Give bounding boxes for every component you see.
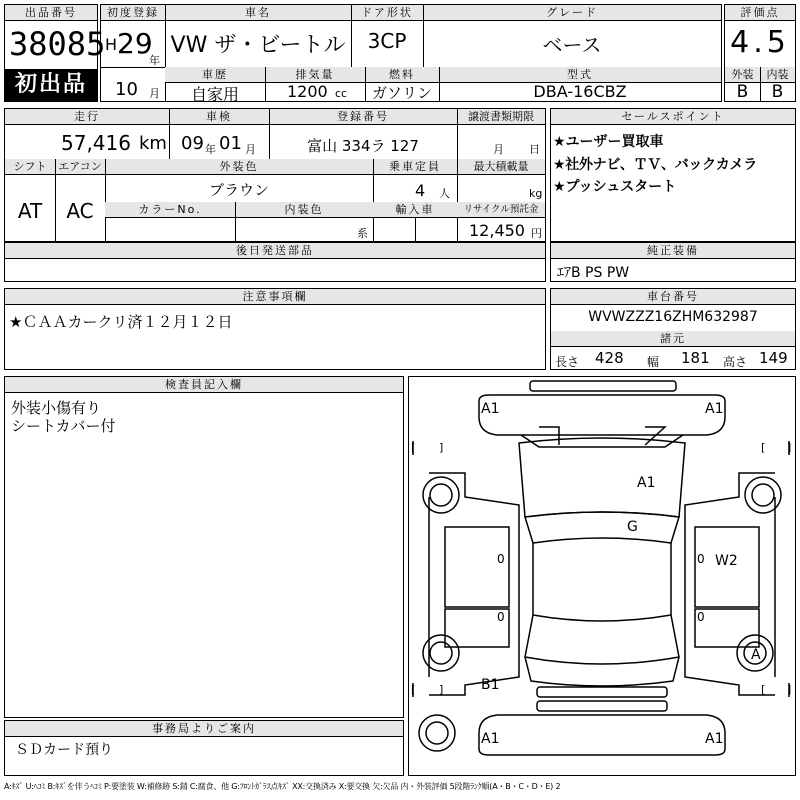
first-reg-month: 10 — [115, 79, 138, 100]
recycle-unit: 円 — [531, 227, 542, 240]
recycle-label: リサイクル預託金 — [457, 202, 545, 218]
mark-left-door: 0 — [497, 552, 505, 566]
vin-value: WVWZZZ16ZHM632987 — [588, 309, 758, 325]
first-reg-year-unit: 年 — [149, 54, 160, 67]
max-load-label: 最大積載量 — [457, 159, 545, 175]
sales-points-box — [550, 108, 796, 242]
notes-box — [4, 288, 546, 370]
svg-text:]: ] — [439, 441, 444, 454]
lot-label: 出品番号 — [5, 5, 97, 21]
inspection-month-unit: 月 — [245, 143, 256, 156]
office-value: ＳＤカード預り — [15, 742, 113, 758]
first-listing-badge: 初出品 — [5, 69, 97, 101]
inspection-month: 01 — [219, 133, 242, 154]
mark-right-front-door: 0 — [697, 552, 705, 566]
score-int-label: 内装 — [760, 67, 795, 83]
mark-right-wheel: A — [751, 647, 761, 663]
door-label: ドア形状 — [351, 5, 423, 21]
damage-diagram — [408, 376, 796, 776]
grade-value: ベース — [542, 33, 602, 57]
lot-number: 38085 — [9, 25, 106, 63]
recycle-value: 12,450 — [469, 221, 525, 240]
score-label: 評価点 — [725, 5, 795, 21]
score-ext: B — [736, 82, 749, 102]
dims-width: 181 — [681, 349, 710, 367]
svg-text:[: [ — [411, 683, 416, 696]
svg-text:]: ] — [787, 683, 792, 696]
plate-label: 登録番号 — [269, 109, 457, 125]
ext-color-label: 外装色 — [105, 159, 373, 175]
notes-label: 注意事項欄 — [5, 289, 545, 305]
mark-right-rear-door: 0 — [697, 610, 705, 624]
dims-label: 諸元 — [551, 331, 795, 347]
mark-right-door: W2 — [715, 553, 738, 569]
ext-color-value: ブラウン — [208, 181, 269, 199]
mileage-value: 57,416 — [61, 131, 131, 155]
fuel-value: ガソリン — [371, 84, 432, 102]
vin-box — [550, 288, 796, 370]
inspection-year: 09 — [181, 133, 204, 154]
legend: A:ｷｽﾞ U:ﾍｺﾐ B:ｷｽﾞを伴うﾍｺﾐ P:要塗装 W:補修跡 S:錆 C:腐食、他 G:ﾌﾛﾝﾄｶﾞﾗｽ点ｷｽﾞ XX:交換済み X:要交換 欠:欠品 内・外装評価 5段階ﾗﾝｸ順(A・B・C・D・E) 2 — [4, 782, 561, 791]
details-box — [4, 108, 546, 242]
mark-windshield: G — [627, 519, 638, 535]
sales-points-label: セールスポイント — [551, 109, 795, 125]
history-value: 自家用 — [190, 85, 239, 104]
svg-text:[: [ — [761, 683, 766, 696]
office-label: 事務局よりご案内 — [5, 721, 403, 737]
int-color-label: 内装色 — [235, 202, 373, 218]
equipment-label: 純正装備 — [551, 243, 795, 259]
displacement-value: 1200 — [287, 82, 328, 101]
first-reg-year: 29 — [117, 27, 153, 60]
import-label: 輸入車 — [373, 202, 457, 218]
sales-point-2: ★社外ナビ、ＴＶ、バックカメラ — [553, 157, 757, 173]
lot-box — [4, 4, 106, 102]
door-type: 3CP — [367, 29, 407, 53]
main-info-box — [100, 4, 722, 102]
dims-width-label: 幅 — [647, 355, 660, 369]
mark-rear-left: A1 — [481, 731, 500, 747]
inspection-year-unit: 年 — [205, 143, 216, 156]
office-box — [4, 720, 404, 776]
equipment-box — [550, 242, 796, 282]
score-ext-label: 外装 — [725, 67, 760, 83]
transfer-label: 譲渡書類期限 — [457, 109, 545, 125]
mileage-unit: km — [139, 133, 167, 154]
mark-rear-right: A1 — [705, 731, 724, 747]
svg-text:]: ] — [439, 683, 444, 696]
equipment-value: ｴｱB PS PW — [557, 265, 630, 281]
history-label: 車歴 — [165, 67, 265, 83]
mileage-label: 走行 — [5, 109, 169, 125]
vin-label: 車台番号 — [551, 289, 795, 305]
svg-text:[: [ — [411, 441, 416, 454]
svg-text:[: [ — [761, 441, 766, 454]
score-value: 4.5 — [730, 25, 790, 60]
mark-front-right: A1 — [705, 401, 724, 417]
first-reg-month-unit: 月 — [149, 87, 160, 100]
shift-label: シフト — [5, 159, 55, 175]
dims-height-label: 高さ — [723, 355, 748, 369]
car-name: VW ザ・ビートル — [170, 33, 346, 58]
plate-value: 富山 334ラ 127 — [307, 137, 419, 155]
score-int: B — [771, 82, 784, 102]
inspector-box — [4, 376, 404, 718]
inspector-line-1: 外装小傷有り — [11, 399, 102, 417]
first-reg-era: H — [105, 35, 118, 54]
mark-front-left: A1 — [481, 401, 500, 417]
sales-point-3: ★プッシュスタート — [553, 179, 677, 195]
shift-value: AT — [17, 199, 43, 223]
later-parts-label: 後日発送部品 — [5, 243, 545, 259]
svg-text:]: ] — [787, 441, 792, 454]
aircon-label: エアコン — [55, 159, 105, 175]
first-reg-label: 初度登録 — [101, 5, 165, 21]
int-color-unit: 系 — [357, 227, 368, 240]
car-diagram-svg — [409, 377, 795, 775]
color-no-label: カラーNo. — [105, 202, 235, 218]
later-parts-box — [4, 242, 546, 282]
grade-label: グレード — [423, 5, 721, 21]
mark-hood: A1 — [637, 475, 656, 491]
seats-label: 乗車定員 — [373, 159, 457, 175]
model-label: 型式 — [439, 67, 721, 83]
aircon-value: AC — [66, 199, 94, 223]
dims-height: 149 — [759, 349, 788, 367]
transfer-month-unit: 月 — [493, 143, 504, 156]
score-box — [724, 4, 796, 102]
transfer-day-unit: 日 — [529, 143, 540, 156]
notes-value: ★ＣＡＡカークリ済１２月１２日 — [9, 313, 233, 331]
displacement-unit: cc — [335, 87, 348, 100]
displacement-label: 排気量 — [265, 67, 365, 83]
fuel-label: 燃料 — [365, 67, 439, 83]
dims-length: 428 — [595, 349, 624, 367]
car-name-label: 車名 — [165, 5, 351, 21]
mark-left-rear-door: 0 — [497, 610, 505, 624]
model-value: DBA-16CBZ — [533, 82, 627, 101]
seats-value: 4 — [415, 181, 426, 200]
mark-left-rear-fender: B1 — [481, 677, 500, 693]
dims-length-label: 長さ — [555, 355, 580, 369]
max-load-unit: kg — [529, 187, 543, 200]
seats-unit: 人 — [439, 187, 450, 200]
inspection-label: 車検 — [169, 109, 269, 125]
inspector-line-2: シートカバー付 — [11, 417, 116, 435]
inspector-label: 検査員記入欄 — [5, 377, 403, 393]
sales-point-1: ★ユーザー買取車 — [553, 134, 664, 150]
